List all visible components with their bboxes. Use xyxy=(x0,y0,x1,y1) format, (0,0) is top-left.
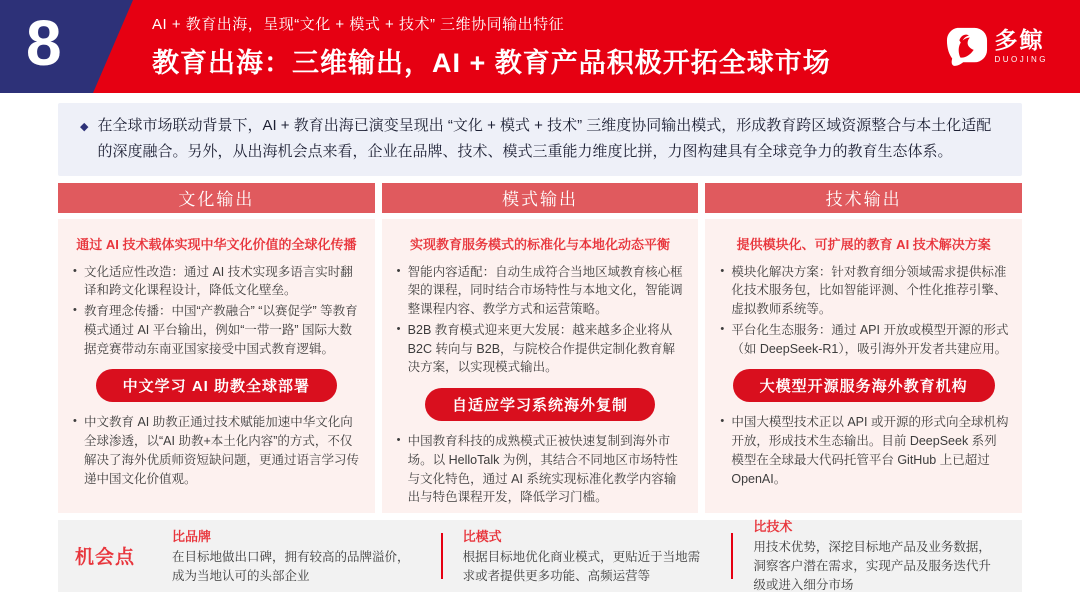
bullet-item: • 中文教育 AI 助教正通过技术赋能加速中华文化向全球渗透，以“AI 助教+本土化内容”的方式，不仅解决了海外优质师资短缺问题，更通过语言学习传递中国文化价值观。 xyxy=(71,413,362,488)
bullet-list-secondary xyxy=(718,413,1009,488)
output-columns xyxy=(58,183,1022,513)
bullet-item: • B2B 教育模式迎来更大发展：越来越多企业将从 B2C 转向与 B2B，与院校合作提供定制化教育解决方案，以实现模式输出。 xyxy=(395,321,686,377)
bullet-item: • 中国大模型技术正以 API 或开源的形式向全球机构开放，形成技术生态输出。目前 DeepSeek 系列模型在全球最大代码托管平台 GitHub 上已超过 OpenAI。 xyxy=(718,413,1009,488)
bullet-item: • 教育理念传播：中国“产教融合” “以赛促学” 等教育模式通过 AI 平台输出，例如“一带一路” 国际大数据竞赛带动东南亚国家接受中国式教育逻辑。 xyxy=(71,302,362,358)
header-text-block xyxy=(152,13,831,80)
whale-logo-icon xyxy=(946,26,988,68)
diamond-bullet-icon: ◆ xyxy=(80,121,89,133)
column-subtitle: 提供模块化、可扩展的教育 AI 技术解决方案 xyxy=(736,236,991,252)
header-kicker: AI + 教育出海，呈现“文化 + 模式 + 技术” 三维协同输出特征 xyxy=(152,16,565,33)
column-header: 文化输出 xyxy=(58,183,375,213)
cta-button-adaptive-learning[interactable]: 自适应学习系统海外复制 xyxy=(425,388,655,421)
opportunity-section xyxy=(58,520,1022,592)
column-panel xyxy=(705,219,1022,513)
opportunity-item-title: 比技术 xyxy=(753,519,793,535)
opportunity-item-mode xyxy=(443,526,732,586)
column-header: 模式输出 xyxy=(382,183,699,213)
opportunity-item-title: 比模式 xyxy=(462,528,502,544)
column-culture-output xyxy=(58,183,375,513)
slide-number: 8 xyxy=(26,6,62,79)
column-panel xyxy=(58,219,375,513)
opportunity-item-text: 根据目标地优化商业模式，更贴近于当地需求或者提供更多功能、高频运营等 xyxy=(462,549,701,583)
bullet-item: • 平台化生态服务：通过 API 开放或模型开源的形式（如 DeepSeek-R1），吸引海外开发者共建应用。 xyxy=(718,321,1009,359)
opportunity-item-title: 比品牌 xyxy=(172,528,212,544)
bullet-list xyxy=(718,263,1009,359)
column-subtitle: 实现教育服务模式的标准化与本地化动态平衡 xyxy=(410,236,671,252)
opportunity-item-tech xyxy=(733,516,1022,594)
brand-logo xyxy=(946,26,1049,68)
intro-note xyxy=(58,103,1022,176)
column-header: 技术输出 xyxy=(705,183,1022,213)
bullet-item: • 文化适应性改造：通过 AI 技术实现多语言实时翻译和跨文化课程设计，降低文化壁垒。 xyxy=(71,263,362,301)
logo-latin-text: DUOJING xyxy=(994,55,1048,64)
bullet-list-secondary xyxy=(71,413,362,488)
bullet-list xyxy=(395,263,686,378)
column-panel xyxy=(382,219,699,513)
column-subtitle: 通过 AI 技术载体实现中华文化价值的全球化传播 xyxy=(76,236,357,252)
bullet-list xyxy=(71,263,362,359)
cta-button-llm-open-source[interactable]: 大模型开源服务海外教育机构 xyxy=(733,369,995,402)
bullet-item: • 中国教育科技的成熟模式正被快速复制到海外市场。以 HelloTalk 为例，其结合不同地区市场特性与文化特色，通过 AI 系统实现标准化教学内容输出与特色课程开发，降低学习门槛。 xyxy=(395,432,686,507)
intro-text: 在全球市场联动背景下，AI + 教育出海已演变呈现出 “文化 + 模式 + 技术” 三维度协同输出模式，形成教育跨区域资源整合与本土化适配的深度融合。另外，从出海机会点来看，企业在品牌、技术、模式三重能力维度比拼，力图构建具有全球竞争力的教育生态体系。 xyxy=(97,117,992,160)
cta-button-chinese-ai-tutor[interactable]: 中文学习 AI 助教全球部署 xyxy=(96,369,337,402)
page-title: 教育出海：三维输出，AI + 教育产品积极开拓全球市场 xyxy=(152,48,831,78)
logo-text-block xyxy=(995,29,1049,64)
bullet-list-secondary xyxy=(395,432,686,507)
header-banner xyxy=(0,0,1080,93)
column-tech-output xyxy=(705,183,1022,513)
opportunity-label: 机会点 xyxy=(74,547,135,569)
logo-cjk-text: 多鲸 xyxy=(994,27,1045,53)
bullet-item: • 智能内容适配：自动生成符合当地区域教育核心框架的课程，同时结合市场特性与本地文化，智能调整课程内容、教学方式和运营策略。 xyxy=(395,263,686,319)
opportunity-item-text: 用技术优势，深挖目标地产品及业务数据，洞察客户潜在需求，实现产品及服务迭代升级或进入细分市场 xyxy=(753,540,991,592)
opportunity-item-brand xyxy=(152,526,441,586)
opportunity-item-text: 在目标地做出口碑，拥有较高的品牌溢价，成为当地认可的头部企业 xyxy=(172,549,410,583)
bullet-item: • 模块化解决方案：针对教育细分领域需求提供标准化技术服务包，比如智能评测、个性化推荐引擎、虚拟教师系统等。 xyxy=(718,263,1009,319)
column-mode-output xyxy=(382,183,699,513)
